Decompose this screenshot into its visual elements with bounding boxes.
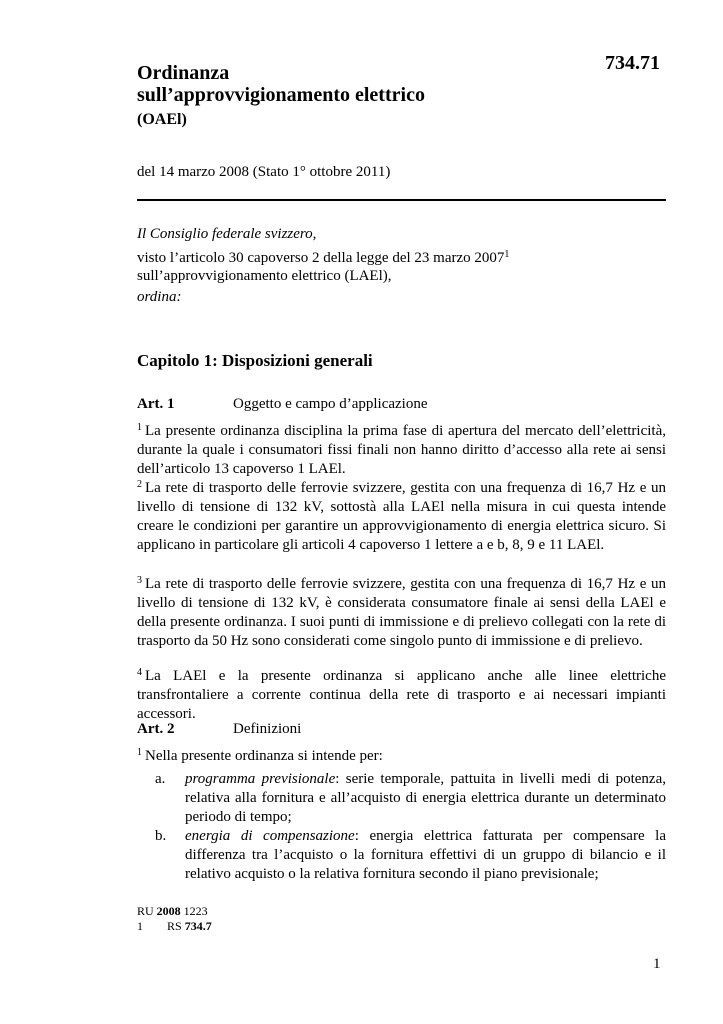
paragraph-text: La LAEl e la presente ordinanza si applicano anche alle linee elettriche transfrontaliere a corrente continua della rete di trasporto e ai necessari impianti accessori. [137, 668, 666, 722]
paragraph-text: La rete di trasporto delle ferrovie svizzere, gestita con una frequenza di 16,7 Hz e un livello di tensione di 132 kV, è considerata consumatore finale ai sensi della LAEl e della presente ordinanza. I suoi punti di immissione e di prelievo collegati con la rete di trasporto da 50 Hz sono considerati come singolo punto di immissione e di prelievo. [137, 576, 666, 649]
title-abbreviation: (OAEl) [137, 111, 187, 128]
art1-paragraph-1 [137, 418, 666, 479]
item-term: programma previsionale [185, 771, 336, 787]
preamble-line-1: Il Consiglio federale svizzero, [137, 226, 317, 242]
paragraph-text: La presente ordinanza disciplina la prima fase di apertura del mercato dell’elettricità, durante la quale i consumatori fissi finali non hanno diritto d’accesso alla rete ai sensi dell’articolo 13 capoverso 1 LAEl. [137, 423, 666, 477]
footer-ru [137, 904, 208, 919]
art2-paragraph-1 [137, 743, 666, 766]
item-letter: a. [155, 771, 166, 787]
footnote-ref[interactable]: 1 [504, 249, 510, 260]
preamble-line-2 [137, 245, 666, 268]
footnote-prefix: RS [167, 919, 182, 933]
item-letter: b. [155, 828, 167, 844]
paragraph-number: 3 [137, 575, 142, 586]
paragraph-text: Nella presente ordinanza si intende per: [145, 748, 383, 764]
ru-prefix: RU [137, 904, 154, 918]
ru-year: 2008 [156, 904, 181, 918]
art1-heading [137, 396, 428, 413]
paragraph-number: 4 [137, 667, 142, 678]
ru-page: 1223 [183, 904, 208, 918]
paragraph-text: La rete di trasporto delle ferrovie svizzere, gestita con una frequenza di 16,7 Hz e un livello di tensione di 132 kV, sottostà alla LAEl nella misura in cui questa intende creare le condizioni per garantire un approvvigionamento di energia elettrica sicuro. Si applicano in particolare gli articoli 4 capoverso 1 lettere a e b, 8, 9 e 11 LAEl. [137, 480, 666, 553]
footnote-number: 1 [137, 919, 143, 933]
footnote-1 [137, 919, 212, 934]
header-rule [137, 199, 666, 201]
art2-title: Definizioni [233, 721, 302, 737]
art1-paragraph-3 [137, 571, 666, 651]
art1-paragraph-4 [137, 663, 666, 724]
art1-label: Art. 1 [137, 396, 175, 412]
page-number: 1 [653, 956, 661, 972]
art1-title: Oggetto e campo d’applicazione [233, 396, 428, 412]
footnote-ref-number: 734.7 [184, 919, 212, 933]
preamble-line-3: sull’approvvigionamento elettrico (LAEl), [137, 268, 392, 284]
item-text [185, 770, 666, 827]
art2-heading [137, 721, 301, 738]
item-text [185, 827, 666, 884]
paragraph-number: 1 [137, 747, 142, 758]
art1-paragraph-2 [137, 475, 666, 555]
paragraph-number: 1 [137, 422, 142, 433]
preamble-line-2-text: visto l’articolo 30 capoverso 2 della legge del 23 marzo 2007 [137, 250, 505, 266]
item-definition: : serie temporale, pattuita in livelli medi di potenza, relativa alla fornitura e all’acquisto di energia elettrica durante un determinato periodo di tempo; [185, 771, 666, 825]
chapter-heading: Capitolo 1: Disposizioni generali [137, 351, 373, 370]
title-line-1: Ordinanza [137, 62, 230, 84]
art2-label: Art. 2 [137, 721, 175, 737]
item-term: energia di compensazione [185, 828, 355, 844]
document-number: 734.71 [605, 52, 660, 74]
item-definition: : energia elettrica fatturata per compensare la differenza tra l’acquisto o la fornitura effettivi di un gruppo di bilancio e il relativo acquisto o la relativa fornitura secondo il piano previsionale; [185, 828, 666, 882]
preamble-line-4: ordina: [137, 289, 182, 305]
title-line-2: sull’approvvigionamento elettrico [137, 84, 425, 106]
paragraph-number: 2 [137, 479, 142, 490]
document-date: del 14 marzo 2008 (Stato 1° ottobre 2011) [137, 164, 391, 180]
